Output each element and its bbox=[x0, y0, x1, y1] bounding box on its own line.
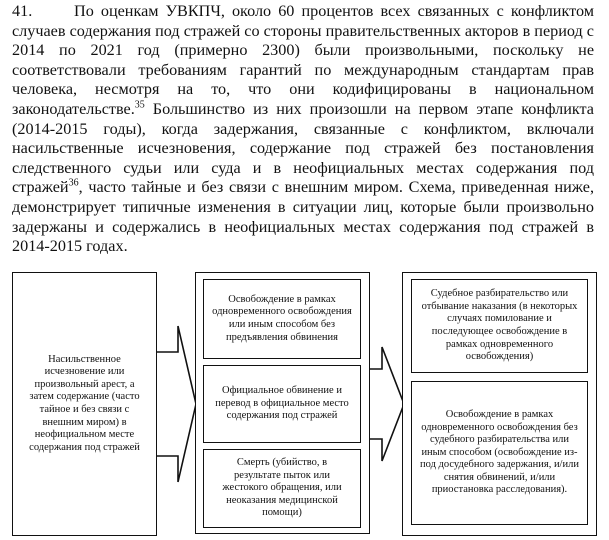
box-release-without-charge bbox=[203, 279, 361, 359]
paragraph-text-part1: По оценкам УВКПЧ, около 60 процентов всех связанных с конфликтом случаев содержания под стражей со стороны правительственных акторов в период с 2014 по 2021 год (примерно 2300) были произвольными, поскольку не соответствовали требованиям гарантий по международным стандартам прав человека, несмотря на то, что они кодифицированы в национальном законодательстве. bbox=[12, 2, 594, 118]
box-trial-or-sentence-text: Судебное разбирательство или отбывание наказания (в некоторых случаях помилование и последующее освобождение в рамках одновременного освобождения) bbox=[421, 288, 578, 363]
arrow-middle-to-right bbox=[368, 347, 404, 461]
box-death-text: Смерть (убийство, в результате пыток или жестокого обращения, или неоказания медицинской помощи) bbox=[222, 457, 342, 519]
box-release-without-charge-text: Освобождение в рамках одновременного освобождения или иным способом без предъявления обвинения bbox=[212, 293, 352, 343]
box-official-charge bbox=[203, 365, 361, 443]
paragraph-number: 41. bbox=[12, 2, 33, 20]
paragraph-text-part3: , часто тайные и без связи с внешним миром. Схема, приведенная ниже, демонстрирует типичные изменения в ситуации лиц, которые были произвольно задержаны и содержались в неофициальных местах содержания под стражей в 2014-2015 годах. bbox=[12, 178, 594, 256]
flow-diagram bbox=[0, 268, 609, 540]
box-release-without-trial bbox=[411, 381, 588, 525]
middle-outcomes-group bbox=[195, 272, 370, 534]
paragraph-text-part2: Большинство из них произошли на первом этапе конфликта (2014-2015 годы), когда задержания, связанные с конфликтом, включали насильственные исчезновения, содержание под стражей без постановления следственного судьи или суда и в неофициальных местах содержания под стражей bbox=[12, 99, 594, 197]
box-release-without-trial-text: Освобождение в рамках одновременного освобождения без судебного разбирательства или иным способом (освобождение из-под досудебного задержания, и/или снятия обвинений, и/или приостановка расследования). bbox=[420, 408, 579, 496]
paragraph-41 bbox=[12, 2, 594, 257]
footnote-ref-36[interactable]: 36 bbox=[68, 177, 79, 189]
right-outcomes-group bbox=[402, 272, 597, 536]
box-trial-or-sentence bbox=[411, 279, 588, 373]
box-official-charge-text: Официальное обвинение и перевод в официальное место содержания под стражей bbox=[215, 385, 349, 422]
arrow-left-to-middle bbox=[155, 326, 196, 482]
box-enforced-disappearance-text: Насильственное исчезновение или произвольный арест, а затем содержание (часто тайное и без связи с внешним миром) в неофициальном месте содержания под стражей bbox=[29, 353, 140, 453]
footnote-ref-35[interactable]: 35 bbox=[134, 99, 145, 111]
box-death bbox=[203, 449, 361, 528]
box-enforced-disappearance bbox=[12, 272, 157, 536]
